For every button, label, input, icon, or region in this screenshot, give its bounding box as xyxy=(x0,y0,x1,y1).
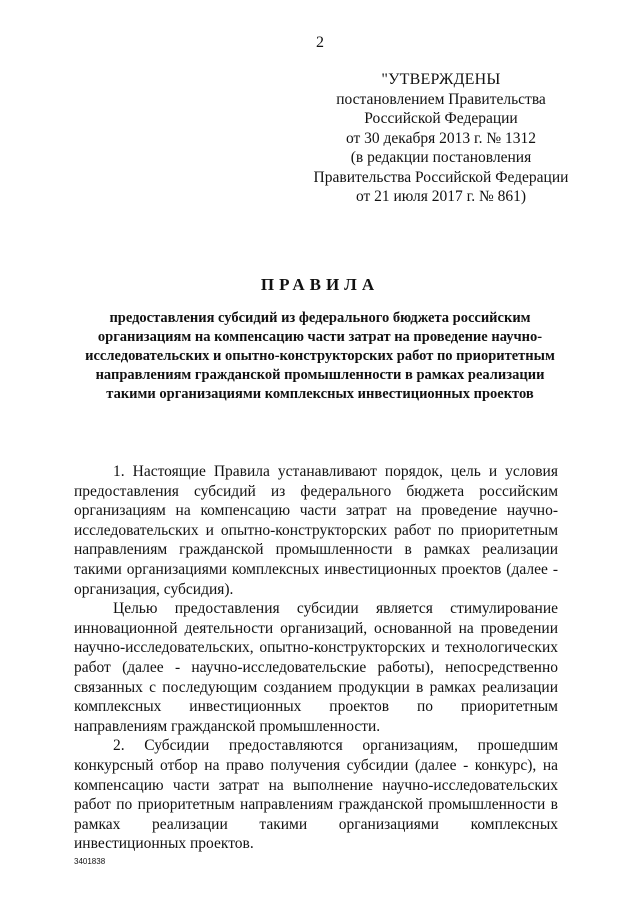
paragraph: 2. Субсидии предоставляются организациям, прошедшим конкурсный отбор на право получения субсидии (далее - конкурс), на компенсацию части затрат на выполнение научно-исследовательских работ по приоритетным направлениям гражданской промышленности в рамках реализации такими организациями комплексных инвестиционных проектов. xyxy=(74,737,558,853)
document-code: 3401838 xyxy=(74,857,106,866)
document-title: ПРАВИЛА xyxy=(260,275,380,294)
document-subtitle: предоставления субсидий из федерального бюджета российским организациям на компенсацию части затрат на проведение научно-исследовательских и опытно-конструкторских работ по приоритетным направлениям гражданской промышленности в рамках реализации такими организациями комплексных инвестиционных проектов xyxy=(85,310,555,402)
approval-line: Правительства Российской Федерации xyxy=(313,168,569,186)
paragraph: 1. Настоящие Правила устанавливают порядок, цель и условия предоставления субсидий из федерального бюджета российским организациям на компенсацию части затрат на проведение научно-исследовательских и опытно-конструкторских работ по приоритетным направлениям гражданской промышленности в рамках реализации такими организациями комплексных инвестиционных проектов (далее - организация, субсидия). xyxy=(74,463,558,598)
approval-line: (в редакции постановления xyxy=(350,149,532,166)
approval-line: Российской Федерации xyxy=(364,110,518,127)
paragraph: Целью предоставления субсидии является стимулирование инновационной деятельности организаций, основанной на проведении научно-исследовательских, опытно-конструкторских и технологических работ (далее - научно-исследовательские работы), непосредственно связанных с последующим созданием продукции в рамках реализации комплексных инвестиционных проектов по приоритетным направлениям гражданской промышленности. xyxy=(74,600,558,735)
approved-heading: "УТВЕРЖДЕНЫ xyxy=(381,71,501,88)
approval-line: от 30 декабря 2013 г. № 1312 xyxy=(345,129,537,147)
approval-stamp xyxy=(306,70,576,207)
approval-line: от 21 июля 2017 г. № 861) xyxy=(355,188,527,205)
document-title-block xyxy=(72,275,568,404)
approval-line: постановлением Правительства xyxy=(336,90,546,108)
document-body xyxy=(74,462,558,854)
page-number: 2 xyxy=(316,34,324,51)
